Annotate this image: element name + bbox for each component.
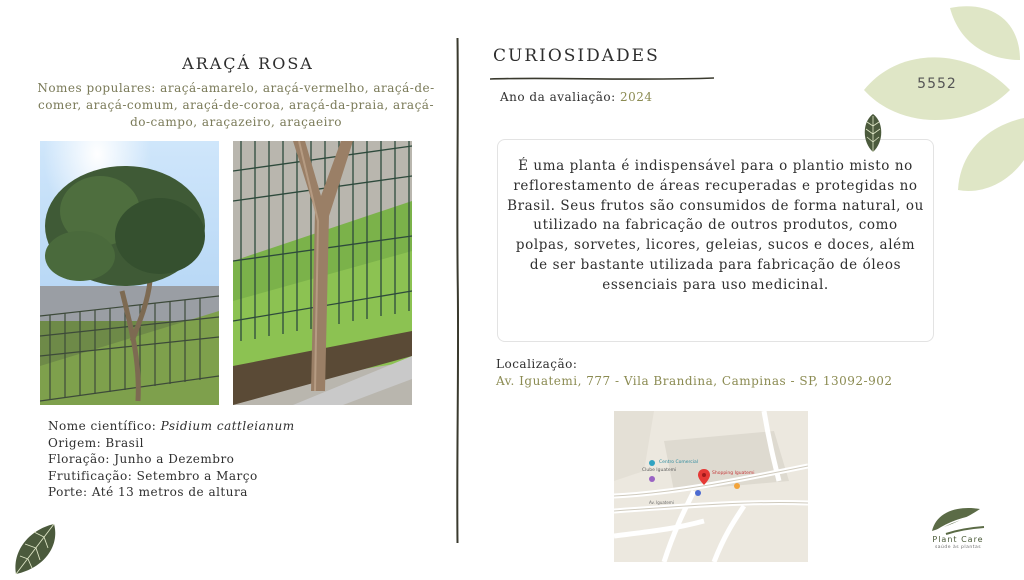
scientific-name-label: Nome científico: xyxy=(48,419,161,433)
location-address: Av. Iguatemi, 777 - Vila Brandina, Campinas - SP, 13092-902 xyxy=(496,374,893,388)
popular-names xyxy=(32,80,440,131)
plant-code-badge: 5552 xyxy=(917,76,957,92)
location-map[interactable] xyxy=(614,411,808,562)
map-label-street: Av. Iguatemi xyxy=(649,500,674,505)
location-label: Localização: xyxy=(496,357,578,371)
map-label-place1: Centro Comercial xyxy=(659,460,698,465)
plant-facts xyxy=(48,418,295,501)
leaf-icon xyxy=(860,112,886,154)
curiosities-title: CURIOSIDADES xyxy=(493,46,660,66)
popular-names-list: araçá-amarelo, araçá-vermelho, araçá-de-comer, araçá-comum, araçá-de-coroa, araçá-da-praia, araçá-do-campo, araçazeiro, araçaeiro xyxy=(37,81,435,129)
evaluation-year xyxy=(500,90,653,104)
scientific-name-row xyxy=(48,418,295,435)
plant-title: ARAÇÁ ROSA xyxy=(182,54,314,73)
scientific-name: Psidium cattleianum xyxy=(160,419,295,433)
popular-names-label: Nomes populares: xyxy=(37,81,161,95)
map-label-place3: Shopping Iguatemi xyxy=(712,471,755,476)
flowering: Floração: Junho a Dezembro xyxy=(48,452,235,466)
origin: Origem: Brasil xyxy=(48,435,144,450)
size: Porte: Até 13 metros de altura xyxy=(48,485,248,499)
evaluation-year-label: Ano da avaliação: xyxy=(500,90,620,104)
column-divider xyxy=(456,38,459,543)
curiosities-text: É uma planta é indispensável para o plantio misto no reflorestamento de áreas recuperadas e protegidas no Brasil. Seus frutos são consumidos de forma natural, ou utilizado na fabricação de outros produtos, como polpas, sorvetes, licores, geleias, sucos e doces, além de ser bastante utilizada para fabricação de óleos essenciais para uso medicinal. xyxy=(507,158,924,293)
logo-tagline: saúde às plantas xyxy=(934,545,982,550)
logo-name: Plant Care xyxy=(932,535,984,544)
plant-photo-1 xyxy=(40,141,219,405)
evaluation-year-value: 2024 xyxy=(619,90,653,104)
fruiting: Frutificação: Setembro a Março xyxy=(48,468,258,483)
leaf-icon xyxy=(10,520,60,576)
map-label-place2: Clube Iguatemi xyxy=(642,468,677,473)
title-underline xyxy=(490,67,714,73)
plant-photo-2 xyxy=(233,141,412,405)
